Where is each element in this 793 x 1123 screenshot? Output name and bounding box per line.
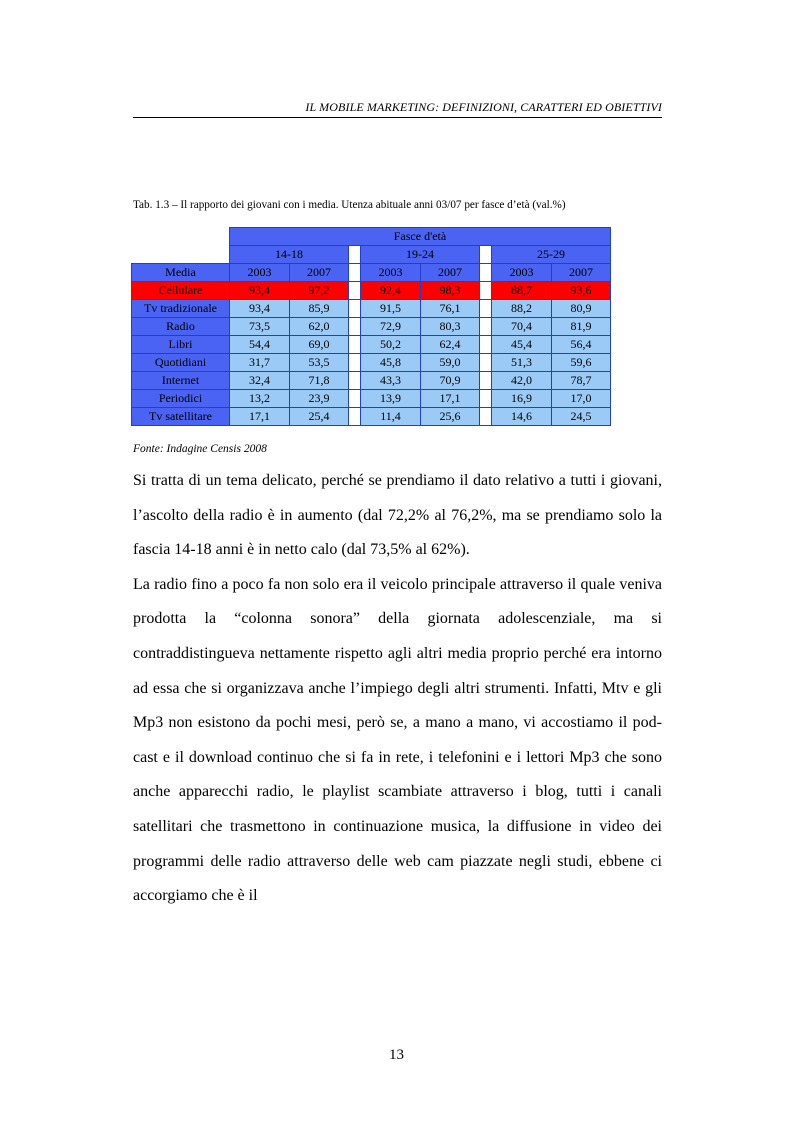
year-cell: 2003 [230, 264, 290, 282]
age-group-cell: 25-29 [492, 246, 611, 264]
value-cell: 53,5 [290, 354, 349, 372]
gap-cell [480, 282, 492, 300]
page-number: 13 [389, 1047, 404, 1063]
gap-cell [480, 336, 492, 354]
value-cell: 43,3 [361, 372, 421, 390]
year-cell: 2003 [492, 264, 552, 282]
value-cell: 88,7 [492, 282, 552, 300]
value-cell: 80,9 [552, 300, 611, 318]
year-cell: 2003 [361, 264, 421, 282]
value-cell: 85,9 [290, 300, 349, 318]
gap-cell [480, 246, 492, 264]
gap-cell [480, 390, 492, 408]
gap-cell [480, 300, 492, 318]
year-cell: 2007 [552, 264, 611, 282]
value-cell: 45,4 [492, 336, 552, 354]
table-row [132, 336, 611, 354]
value-cell: 92,4 [361, 282, 421, 300]
year-cell: 2007 [421, 264, 480, 282]
media-label-cell: Tv tradizionale [132, 300, 230, 318]
value-cell: 17,0 [552, 390, 611, 408]
table-row [132, 354, 611, 372]
value-cell: 70,9 [421, 372, 480, 390]
table-caption: Tab. 1.3 – Il rapporto dei giovani con i media. Utenza abituale anni 03/07 per fasce d’età (val.%) [133, 199, 566, 211]
value-cell: 80,3 [421, 318, 480, 336]
table-row [132, 408, 611, 426]
corner-cell [132, 228, 230, 246]
value-cell: 98,3 [421, 282, 480, 300]
gap-cell [349, 408, 361, 426]
gap-cell [480, 318, 492, 336]
media-usage-table [131, 227, 611, 426]
value-cell: 13,2 [230, 390, 290, 408]
value-cell: 88,2 [492, 300, 552, 318]
table-row [132, 390, 611, 408]
value-cell: 93,4 [230, 282, 290, 300]
value-cell: 69,0 [290, 336, 349, 354]
gap-cell [349, 354, 361, 372]
value-cell: 32,4 [230, 372, 290, 390]
gap-cell [349, 246, 361, 264]
value-cell: 97,2 [290, 282, 349, 300]
value-cell: 50,2 [361, 336, 421, 354]
media-label-cell: Internet [132, 372, 230, 390]
value-cell: 45,8 [361, 354, 421, 372]
gap-cell [480, 264, 492, 282]
media-label-cell: Tv satellitare [132, 408, 230, 426]
media-label-cell: Periodici [132, 390, 230, 408]
media-label-cell: Radio [132, 318, 230, 336]
table-row [132, 300, 611, 318]
age-group-cell: 19-24 [361, 246, 480, 264]
header-rule [133, 117, 662, 118]
value-cell: 42,0 [492, 372, 552, 390]
value-cell: 17,1 [421, 390, 480, 408]
gap-cell [349, 390, 361, 408]
value-cell: 93,6 [552, 282, 611, 300]
value-cell: 14,6 [492, 408, 552, 426]
value-cell: 81,9 [552, 318, 611, 336]
value-cell: 11,4 [361, 408, 421, 426]
gap-cell [480, 354, 492, 372]
value-cell: 17,1 [230, 408, 290, 426]
value-cell: 59,0 [421, 354, 480, 372]
table-row [132, 282, 611, 300]
value-cell: 71,8 [290, 372, 349, 390]
value-cell: 91,5 [361, 300, 421, 318]
value-cell: 24,5 [552, 408, 611, 426]
value-cell: 25,6 [421, 408, 480, 426]
age-group-row [132, 246, 611, 264]
value-cell: 73,5 [230, 318, 290, 336]
gap-cell [480, 408, 492, 426]
value-cell: 93,4 [230, 300, 290, 318]
gap-cell [349, 264, 361, 282]
value-cell: 62,0 [290, 318, 349, 336]
value-cell: 62,4 [421, 336, 480, 354]
value-cell: 51,3 [492, 354, 552, 372]
media-label-cell: Libri [132, 336, 230, 354]
value-cell: 72,9 [361, 318, 421, 336]
table-row [132, 318, 611, 336]
value-cell: 16,9 [492, 390, 552, 408]
age-group-cell: 14-18 [230, 246, 349, 264]
media-label-cell: Quotidiani [132, 354, 230, 372]
corner-cell [132, 246, 230, 264]
table-body [132, 282, 611, 426]
value-cell: 70,4 [492, 318, 552, 336]
media-column-header: Media [132, 264, 230, 282]
value-cell: 56,4 [552, 336, 611, 354]
media-label-cell: Cellulare [132, 282, 230, 300]
value-cell: 31,7 [230, 354, 290, 372]
value-cell: 25,4 [290, 408, 349, 426]
gap-cell [349, 336, 361, 354]
value-cell: 76,1 [421, 300, 480, 318]
gap-cell [349, 300, 361, 318]
table-header-row [132, 228, 611, 246]
paragraph: La radio fino a poco fa non solo era il veicolo principale attraverso il quale veniva prodotta la “colonna sonora” della giornata adolescenziale, ma si contraddistingueva nettamente rispetto agli altri media proprio perché era intorno ad essa che si organizzava anche l’impiego degli altri strumenti. Infatti, Mtv e gli Mp3 non esistono da pochi mesi, però se, a mano a mano, vi accostiamo il pod-cast e il download continuo che si fa in rete, i telefonini e i lettori Mp3 che sono anche apparecchi radio, le playlist scambiate attraverso i blog, tutti i canali satellitari che trasmettono in continuazione musica, la diffusione in video dei programmi delle radio attraverso delle web cam piazzate negli studi, ebbene ci accorgiamo che è il [133, 575, 662, 905]
running-header: IL MOBILE MARKETING: DEFINIZIONI, CARATTERI ED OBIETTIVI [305, 100, 662, 114]
gap-cell [349, 318, 361, 336]
value-cell: 59,6 [552, 354, 611, 372]
paragraph: Si tratta di un tema delicato, perché se prendiamo il dato relativo a tutti i giovani, l’ascolto della radio è in aumento (dal 72,2% al 76,2%, ma se prendiamo solo la fascia 14-18 anni è in netto calo (dal 73,5% al 62%). [133, 472, 662, 559]
year-row [132, 264, 611, 282]
table-source: Fonte: Indagine Censis 2008 [133, 443, 267, 455]
value-cell: 78,7 [552, 372, 611, 390]
year-cell: 2007 [290, 264, 349, 282]
value-cell: 13,9 [361, 390, 421, 408]
gap-cell [480, 372, 492, 390]
gap-cell [349, 282, 361, 300]
table-row [132, 372, 611, 390]
body-text [133, 464, 662, 914]
value-cell: 54,4 [230, 336, 290, 354]
group-header-cell: Fasce d'età [230, 228, 611, 246]
gap-cell [349, 372, 361, 390]
value-cell: 23,9 [290, 390, 349, 408]
